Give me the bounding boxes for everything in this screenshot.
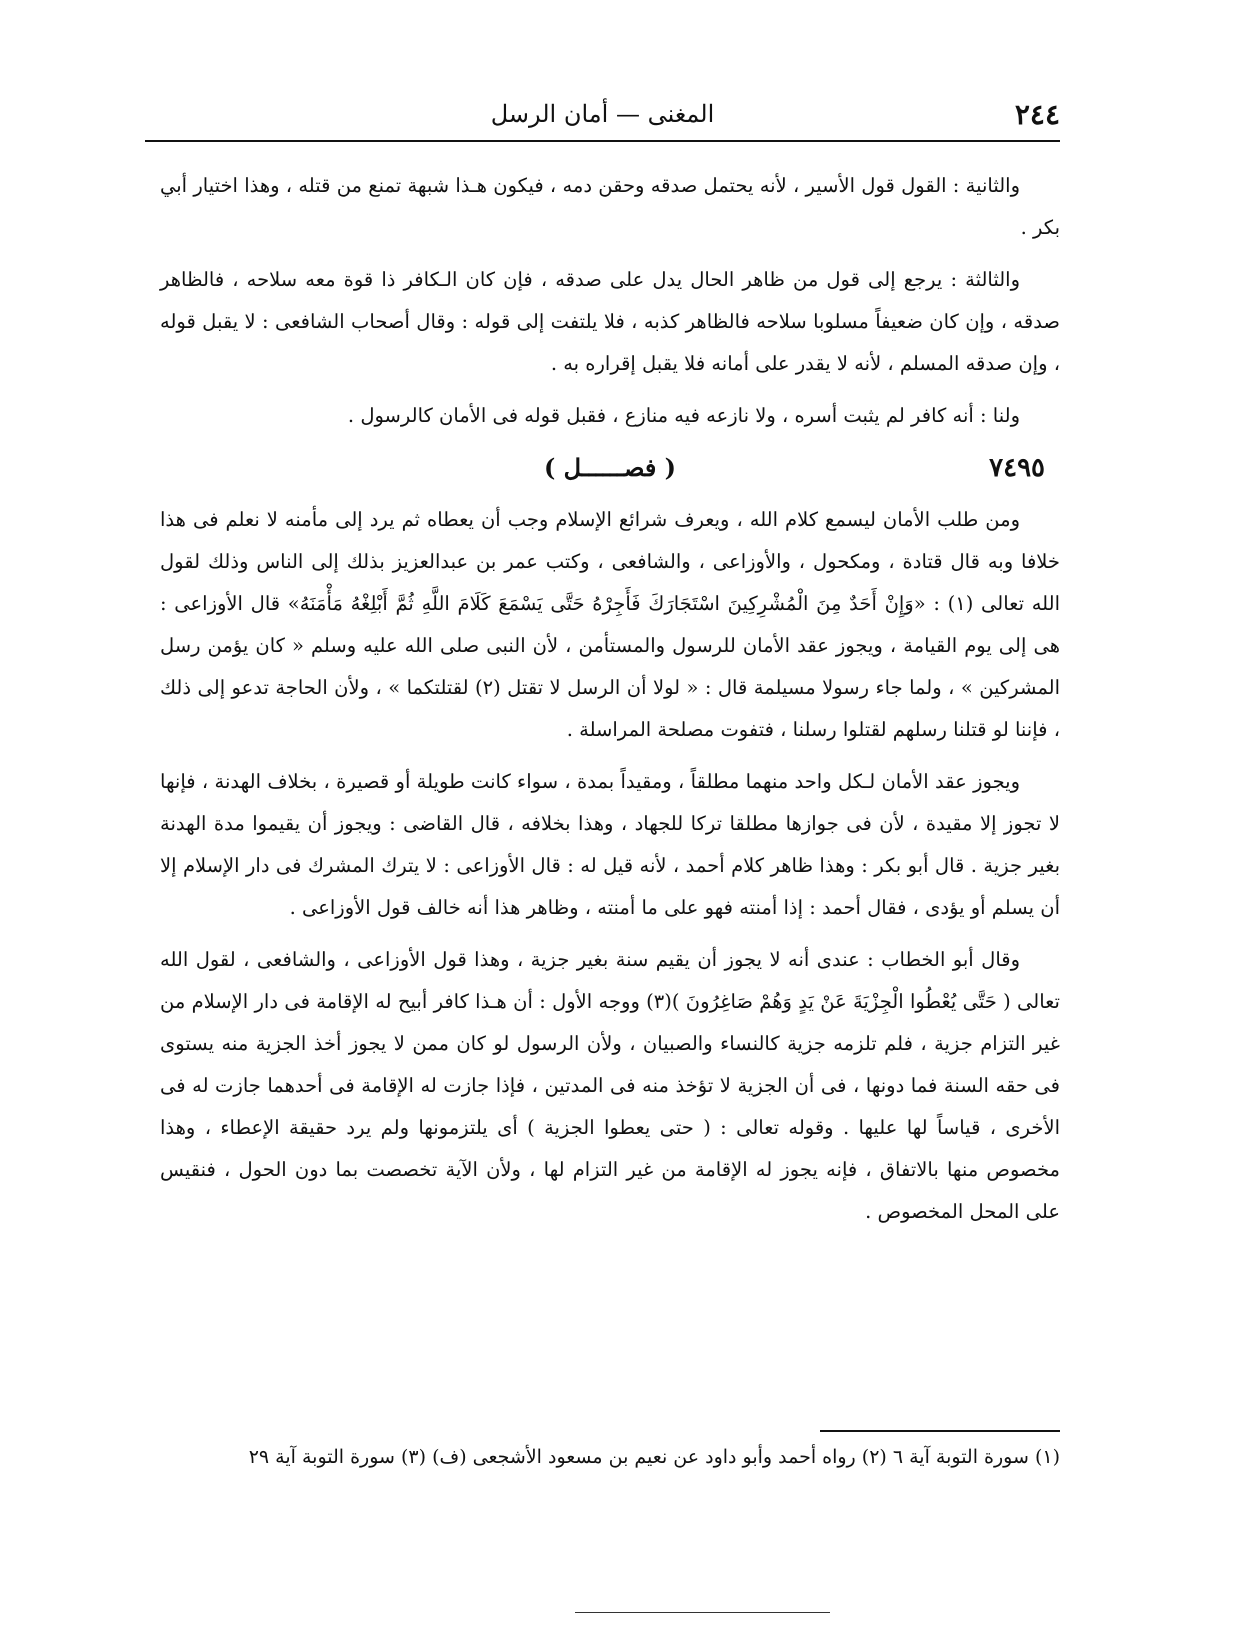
page-number: ٢٤٤ xyxy=(1014,98,1060,131)
page-header xyxy=(145,98,1060,138)
paragraph-abu-al-khattab: وقال أبو الخطاب : عندى أنه لا يجوز أن يقيم سنة بغير جزية ، وهذا قول الأوزاعى ، والشافعى ، لقول الله تعالى ( حَتَّى يُعْطُوا الْجِزْيَةَ عَنْ يَدٍ وَهُمْ صَاغِرُونَ )(٣) ووجه الأول : أن هـذا كافر أبيح له الإقامة فى دار الإسلام من غير التزام جزية ، فلم تلزمه جزية كالنساء والصبيان ، ولأن الرسول لو كان ممن لا يجوز أخذ الجزية منه يستوى فى حقه السنة فما دونها ، فى أن الجزية لا تؤخذ منه فى المدتين ، فإذا جازت له الإقامة فى أحدهما جازت له فى الأخرى ، قياساً لها عليها . وقوله تعالى : ( حتى يعطوا الجزية ) أى يلتزمونها ولم يرد حقيقة الإعطاء ، وهذا مخصوص منها بالاتفاق ، فإنه يجوز له الإقامة من غير التزام لها ، ولأن الآية تخصصت بما دون الحول ، فنقيس على المحل المخصوص . xyxy=(160,948,1060,1223)
page-body xyxy=(160,165,1060,1243)
section-number: ٧٤٩٥ xyxy=(989,453,1045,483)
paragraph-duration-of-safety: ويجوز عقد الأمان لـكل واحد منهما مطلقاً ، ومقيداً بمدة ، سواء كانت طويلة أو قصيرة ، بخلاف الهدنة ، فإنها لا تجوز إلا مقيدة ، لأن فى جوازها مطلقا تركا للجهاد ، وهذا بخلافه ، قال القاضى : ويجوز أن يقيموا مدة الهدنة بغير جزية . قال أبو بكر : وهذا ظاهر كلام أحمد ، لأنه قيل له : قال الأوزاعى : لا يترك المشرك فى دار الإسلام إلا أن يسلم أو يؤدى ، فقال أحمد : إذا أمنته فهو على ما أمنته ، وظاهر هذا أنه خالف قول الأوزاعى . xyxy=(160,770,1060,919)
paragraph-our-argument: ولنا : أنه كافر لم يثبت أسره ، ولا نازعه فيه منازع ، فقبل قوله فى الأمان كالرسول . xyxy=(347,404,1020,427)
header-rule xyxy=(145,140,1060,142)
section-heading xyxy=(160,447,1060,489)
footnotes: (١) سورة التوبة آية ٦ (٢) رواه أحمد وأبو داود عن نعيم بن مسعود الأشجعى (ف) (٣) سورة التوبة آية ٢٩ xyxy=(248,1446,1060,1468)
footnote-rule xyxy=(820,1430,1060,1432)
paragraph-seeking-safety: ومن طلب الأمان ليسمع كلام الله ، ويعرف شرائع الإسلام وجب أن يعطاه ثم يرد إلى مأمنه لا نعلم فى هذا خلافا وبه قال قتادة ، ومكحول ، والأوزاعى ، والشافعى ، وكتب عمر بن عبدالعزيز بذلك إلى الناس وذلك لقول الله تعالى (١) : «وَإِنْ أَحَدٌ مِنَ الْمُشْرِكِينَ اسْتَجَارَكَ فَأَجِرْهُ حَتَّى يَسْمَعَ كَلَامَ اللَّهِ ثُمَّ أَبْلِغْهُ مَأْمَنَهُ» قال الأوزاعى : هى إلى يوم القيامة ، ويجوز عقد الأمان للرسول والمستأمن ، لأن النبى صلى الله عليه وسلم « كان يؤمن رسل المشركين » ، ولما جاء رسولا مسيلمة قال : « لولا أن الرسل لا تقتل (٢) لقتلتكما » ، ولأن الحاجة تدعو إلى ذلك ، فإننا لو قتلنا رسلهم لقتلوا رسلنا ، فتفوت مصلحة المراسلة . xyxy=(160,508,1060,741)
paragraph-second-opinion: والثانية : القول قول الأسير ، لأنه يحتمل صدقه وحقن دمه ، فيكون هـذا شبهة تمنع من قتله ، وهذا اختيار أبي بكر . xyxy=(160,174,1060,239)
paragraph-third-opinion: والثالثة : يرجع إلى قول من ظاهر الحال يدل على صدقه ، فإن كان الـكافر ذا قوة معه سلاحه ، فالظاهر صدقه ، وإن كان ضعيفاً مسلوبا سلاحه فالظاهر كذبه ، فلا يلتفت إلى قوله : وقال أصحاب الشافعى : لا يقبل قوله ، وإن صدقه المسلم ، لأنه لا يقدر على أمانه فلا يقبل إقراره به . xyxy=(160,268,1060,375)
bottom-rule xyxy=(575,1612,830,1613)
section-title: ( فصــــــل ) xyxy=(543,453,677,482)
running-title: المغنى — أمان الرسل xyxy=(490,100,715,128)
